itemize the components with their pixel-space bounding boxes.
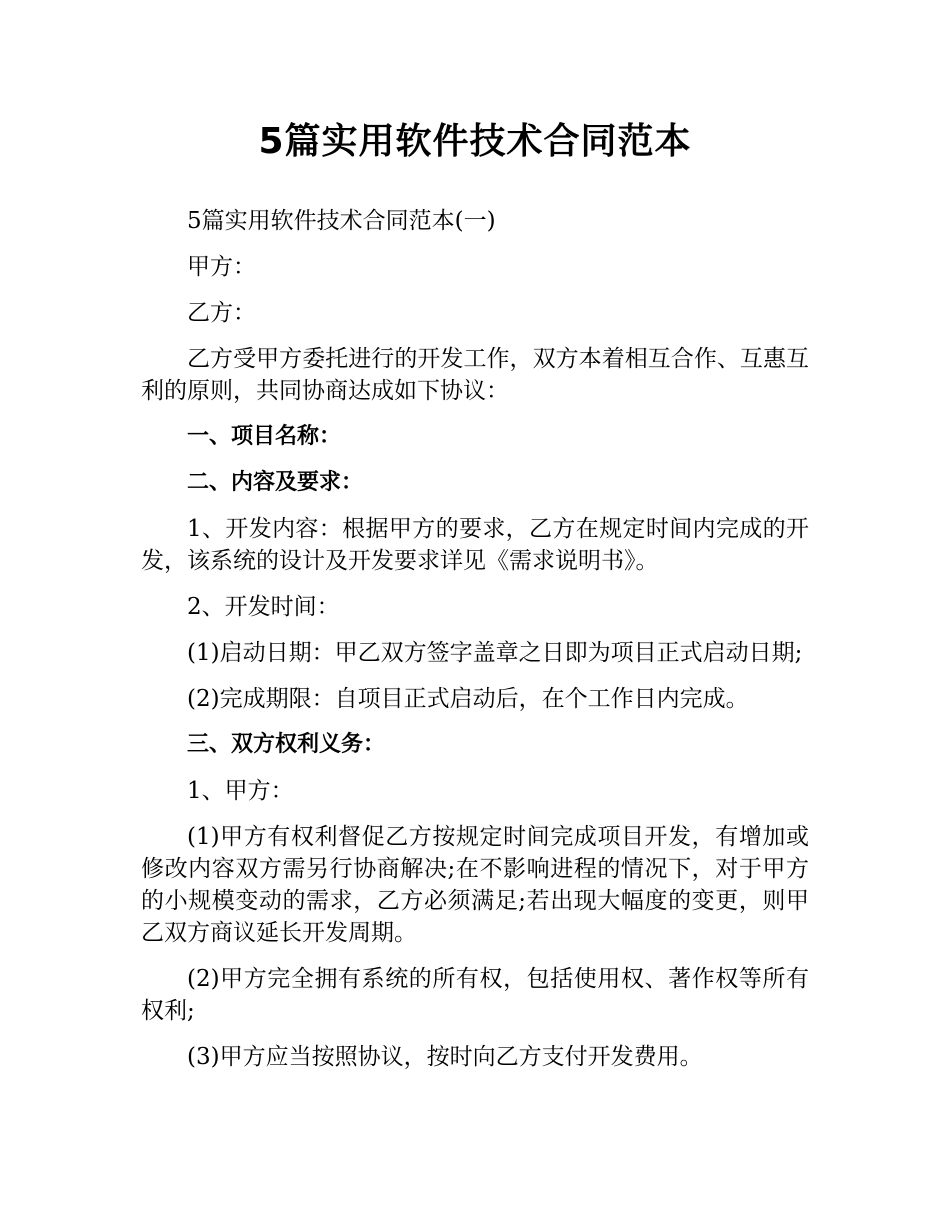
paragraph-deadline: (2)完成期限：自项目正式启动后，在个工作日内完成。 bbox=[187, 686, 749, 712]
paragraph-preamble: 乙方受甲方委托进行的开发工作，双方本着相互合作、互惠互利的原则，共同协商达成如下协议： bbox=[141, 346, 809, 404]
paragraph-clause-3: (3)甲方应当按照协议，按时向乙方支付开发费用。 bbox=[187, 1044, 703, 1070]
paragraph-start-date: (1)启动日期：甲乙双方签字盖章之日即为项目正式启动日期; bbox=[187, 640, 803, 666]
section-heading-project-name: 一、项目名称： bbox=[187, 424, 342, 449]
paragraph-party-b: 乙方： bbox=[187, 300, 256, 326]
paragraph-party-a-heading: 1、甲方： bbox=[187, 778, 294, 804]
paragraph-dev-content: 1、开发内容：根据甲方的要求，乙方在规定时间内完成的开发，该系统的设计及开发要求详见《需求说明书》。 bbox=[141, 516, 809, 574]
paragraph-clause-1: (1)甲方有权利督促乙方按规定时间完成项目开发，有增加或修改内容双方需另行协商解决;在不影响进程的情况下，对于甲方的小规模变动的需求，乙方必须满足;若出现大幅度的变更，则甲乙双方商议延长开发周期。 bbox=[141, 824, 809, 946]
paragraph-dev-time: 2、开发时间： bbox=[187, 594, 340, 620]
paragraph-party-a: 甲方： bbox=[187, 254, 256, 280]
section-heading-rights: 三、双方权利义务： bbox=[187, 732, 386, 757]
document-body bbox=[141, 205, 809, 1087]
section-heading-content: 二、内容及要求： bbox=[187, 470, 364, 495]
paragraph-subtitle: 5篇实用软件技术合同范本(一) bbox=[187, 208, 496, 234]
document-title: 5篇实用软件技术合同范本 bbox=[258, 121, 692, 162]
paragraph-clause-2: (2)甲方完全拥有系统的所有权，包括使用权、著作权等所有权利; bbox=[141, 966, 809, 1024]
